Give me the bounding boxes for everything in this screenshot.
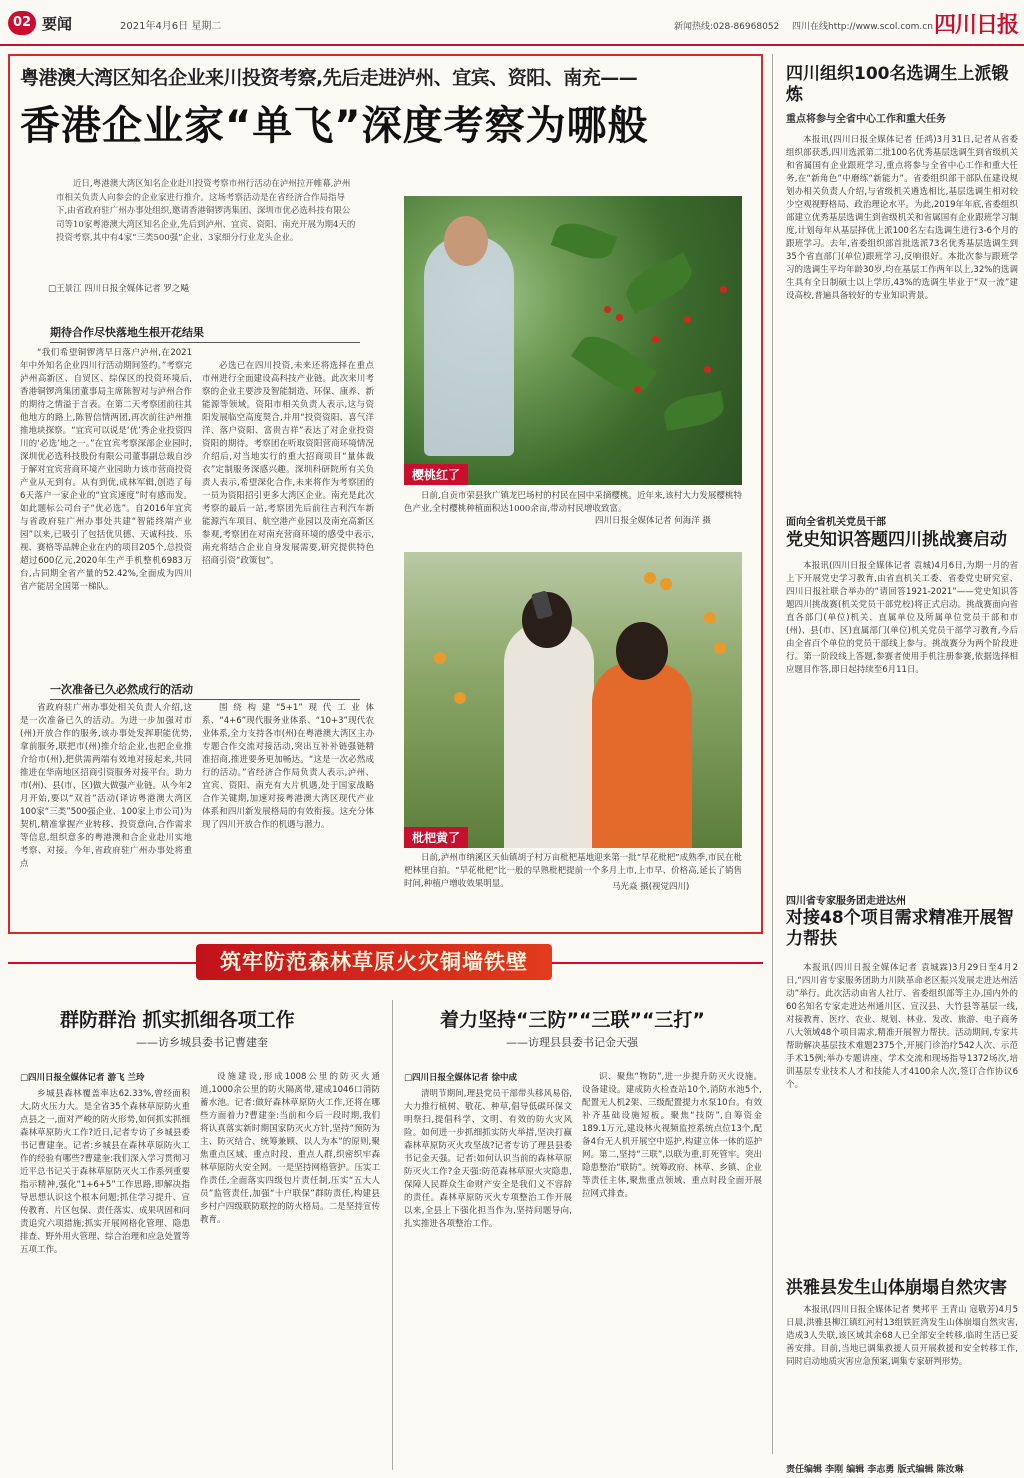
cherry-shape [704,366,711,373]
lead-column-3: 省政府驻广州办事处相关负责人介绍,这是一次准备已久的活动。为进一步加强对市(州)开放合作的服务,该办事处发挥职能优势,拿前服务,联把市(州)推介给企业,也把企业推介给市(州),把供需两端有效地对接起来,共同推进在华南地区招商引资服务对接平台。助力市(州)、县(市、区)做大做强产业链。从今年2月开始,要以“双首”活动(译访粤港澳大湾区100家“三类”500强企业、100家上市公司)为契机,精准掌握产业转移、投资意向,合作需求等信息,组织意多的粤港澳和合企业赴川实地考察、对接。今年,省政府驻广州办事处将重点 [20,703,192,869]
expert-service-body: 本报讯(四川日报全媒体记者 袁城霖)3月29日至4月2日,“四川省专家服务团助力川陕革命老区振兴发展走进达州活动”举行。此次活动由省人社厅、省委组织部等主办,国内外的60名知名专家走进达州通川区、宣汉县、大竹县等基层一线,对接教育、医疗、农业、规划、林业、发改、旅游、电子商务八大领域48个项目需求,精准开展智力帮扶。活动期间,专家共帮助解决基层技术难题2375个,开展门诊治疗542人次、示范手术15例;举办专题讲座、学术交流和现场指导1372场次,培训基层专业技术人才和技能人才4100余人次,签订合作协议6个。 [786,963,1018,1090]
lixian-interview-subtitle: ——访理县县委书记金天强 [506,1036,638,1049]
lixian-interview-title: 着力坚持“三防”“三联”“三打” [440,1009,705,1031]
lead-article-summary: 近日,粤港澳大湾区知名企业赴川投资考察市州行活动在泸州拉开帷幕,泸州市相关负责人向参会的企业家进行推介。这场考察活动是在省经济合作局指导下,由省政府驻广州办事处组织,邀请香港铜锣湾集团、深圳市优必选科技有限公司等10家粤港澳大湾区知名企业,先后到泸州、宜宾、资阳、南充开展为期4天的投资考察,其中有4家“三类500强”企业、3家细分行业龙头企业。 [56,179,356,243]
lead-article-byline: □王景江 四川日报全媒体记者 罗之飚 [48,284,189,294]
xiangcheng-interview-byline: □四川日报全媒体记者 游飞 兰玲 [20,1073,145,1083]
lead-article-kicker: 粤港澳大湾区知名企业来川投资考察,先后走进泸州、宜宾、资阳、南充—— [20,67,638,89]
leaf-shape [551,217,618,266]
loquat-shape [434,652,446,664]
leaf-shape [620,253,698,313]
loquat-shape [644,572,656,584]
column-divider [772,54,773,1454]
selection-trainees-title: 四川组织100名选调生上派锻炼 [786,64,1009,105]
party-history-body: 本报讯(四川日报全媒体记者 袁城)4月6日,为期一月的省上下开展党史学习教育,由省直机关工委、省委党史研究室、四川日报社联合举办的“请回答1921-2021”——党史知识答题四川挑战赛(机关党员干部党校)将正式启动。挑战赛面向省直各部门(单位)机关、直属单位及所属单位党员干部和市(州)、县(市、区)直属部门(单位)机关党员干部学习教育,今后由全省百个单位的党员干部线上参与。挑战赛分为两个阶段进行。第一阶段线上答题,参赛者使用手机注册参赛,依据选择相应题目作答,即日起持续至6月11日。 [786,561,1018,675]
xiangcheng-column-1: 乡城县森林覆盖率达62.33%,曾经面积大,防火压力大。是全省35个森林草原防火重点县之一,面对严峻的防火形势,如何抓实抓细森林草原防火工作?近日,记者专访了乡城县委书记曹建奎。记者:乡城县在森林草原防火工作的经验有哪些?曹建奎:我们深入学习贯彻习近平总书记关于森林草原防灭火工作系列重要指示精神,强化“1+6+5”工作思路,即解决指导思想认识这个根本问题;抓住学习提升、宣传教育、片区包保、责任落实、成果巩固和问责追究六项措施;抓实开展网格化管理、隐患排查、野外用火管理、综合治理和应急处置等五项工作。 [20,1089,190,1255]
landslide-body: 本报讯(四川日报全媒体记者 樊邦平 王青山 寇敬芳)4月5日晨,洪雅县柳江镇红河村13组铁匠湾发生山体崩塌自然灾害,造成3人失联,该区域其余68人已全部安全转移,临时生活已妥善安排。目前,当地已调集救援人员开展救援和安全转移工作,同时启动地质灾害应急预案,调集专家研判形势。 [786,1305,1018,1367]
photo-tag-loquat: 枇杷黄了 [404,827,468,848]
landslide-title: 洪雅县发生山体崩塌自然灾害 [786,1278,1007,1298]
lead-column-4: 围绕构建“5+1”现代工业体系、“4+6”现代服务业体系、“10+3”现代农业体系,全力支持各市(州)在粤港澳大湾区主办专题合作交流对接活动,突出互补补链强链精准招商,推进要务更加畅达。“这是一次必然成行的活动。”省经济合作局负责人表示,泸州、宜宾、资阳、南充有大片机遇,处于国家战略合作关键期,加速对接粤港澳大湾区现代产业体系和四川新发展格局的有效衔接。这充分体现了四川开放合作的机遇与潜力。 [202,703,374,830]
header-divider [0,44,1024,46]
editor-credits: 责任编辑 李刚 编辑 李志勇 版式编辑 陈汝琳 [786,1465,964,1475]
cherry-photo [404,196,742,485]
lixian-column-2: 识、聚焦“物防”,进一步提升防灭火设施。设备建设。建成防火检查站10个,消防水池5个,配置无人机2架、三级配置提力水泵10台。有效补齐基础设施短板。聚焦“技防”,自筹资金189.1万元,建设林火视频监控系统点位13个,配备4台无人机开展空中巡护,构建立体一体的巡护网。第二,坚持“三联”,以联为重,盯死管牢。突出隐患整治“联防”。统筹政府、林草、乡镇、企业等责任主体,聚焦重点领域、重点时段全面开展拉网式排查。 [582,1072,762,1199]
lead-column-1: “我们希望铜锣湾早日落户泸州,在2021年中外知名企业四川行活动期间签约。”考察完泸州高新区、自贸区、综保区的投资环境后,香港铜锣湾集团董事局主席陈智对与泸州合作的期待之情溢于言表。在第二天考察团前往其他地方的路上,陈智信情两团,再次前往泸州推推地块探察。“宜宾可以说是‘优’秀企业投资四川的‘必选’地之一。”在宜宾考察深部企业园时,深圳优必选科技股份有限公司董事副总裁自沙于解对宜宾营商环境产业园助力该市营商投资产业从无到有。从有到优,成林军辑,创造了每6天落户一家企业的“宜宾速度”时有感而发。如此题标公司台子“优必选”。自2016年宜宾与省政府驻广州办事处共建“智能终端产业园”以来,已吸引了包括优贝德、天诚科技、乐视、赛格等品牌企业在内的项目205个,总投资超过600亿元,2020年生产手机整机6983万台,占同期全省产量的52.42%,全面成为四川省产能居全国第一梯队。 [20,348,192,592]
woman-right-head [616,622,668,680]
photo-tag-cherry: 樱桃红了 [404,464,468,485]
lead-subhead-2: 一次准备已久必然成行的活动 [50,681,360,700]
xiangcheng-interview-subtitle: ——访乡城县委书记曹建奎 [136,1036,268,1049]
xiangcheng-column-2: 设施建设,形成1008公里的防灭火通道,1000余公里的防火隔离带,建成1046口消防蓄水池。记者:做好森林草原防火工作,还将在哪些方面着力?曹建奎:当前和今后一段时期,我们将认真落实新时期国家防灭火方针,坚持“预防为主、防灭结合、统筹兼顾、以人为本”的原则,聚焦重点区域、重点时段、重点人群,织密织牢森林草原防火安全网。一是坚持网格管护。压实工作责任,全面落实四级包片责任制,压实“五大人员”监管责任,加强“十户联保”群防责任,构建县乡村户四级联防联控的防火格局。二是坚持宣传教育。 [200,1072,380,1225]
newspaper-logo: 四川日报 [934,12,1019,38]
loquat-shape [454,692,466,704]
forest-fire-banner: 筑牢防范森林草原火灾铜墙铁壁 [196,944,552,980]
lixian-interview-byline: □四川日报全媒体记者 徐中成 [404,1073,517,1083]
cherry-photo-credit: 四川日报全媒体记者 何海洋 摄 [595,516,711,526]
cherry-shape [634,386,641,393]
section-name: 要闻 [42,15,73,33]
leaf-shape [662,391,726,431]
cherry-photo-caption: 日前,自贡市荣县狄广镇龙巴场村的村民在园中采摘樱桃。近年来,该村大力发展樱桃特色产业,全村樱桃种植面积达1000余亩,带动村民增收致富。 [404,491,742,514]
xiangcheng-interview-title: 群防群治 抓实抓细各项工作 [60,1009,295,1031]
loquat-photo-credit: 马光焱 摄(视觉四川) [612,882,690,892]
cherry-shape [604,306,611,313]
expert-service-title: 对接48个项目需求精准开展智力帮扶 [786,908,1014,949]
page-number-badge: 02 [8,11,36,35]
leaf-shape [571,326,657,401]
selection-trainees-body: 本报讯(四川日报全媒体记者 任鸿)3月31日,记者从省委组织部获悉,四川选派第二批100名优秀基层选调生到省级机关和省属国有企业跟班学习,重点将参与全省中心工作和重大任务,在“新角色”中磨练“新能力”。省委组织部干部队伍建设规划办相关负责人介绍,与省级机关遴选相比,基层选调生相对较少空观视野格局、政治理论水平。为此,2019年年底,省委组织部建立优秀基层选调生到省级机关和省属国有企业跟班学习制度,计划每年从基层择优上派100名左右选调生进行3-6个月的跟班学习。去年,省委组织部首批选派73名优秀基层选调生到35个省直部门(单位)跟班学习,反响很好。本批次参与跟班学习的选调生平均年龄30岁,均在基层工作两年以上,32%的选调生具有全日制硕士以上学历,43%的选调生毕业于“双一流”建设高校,普遍具备较好的专业知识背景。 [786,135,1018,301]
expert-service-kicker: 四川省专家服务团走进达州 [786,896,906,907]
interview-column-divider [392,1000,393,1470]
cherry-shape [684,316,691,323]
loquat-shape [704,612,716,624]
loquat-shape [714,642,726,654]
lead-subhead-1: 期待合作尽快落地生根开花结果 [50,324,360,343]
farmer-head [444,216,488,266]
lead-article-title: 香港企业家“单飞”深度考察为哪般 [20,103,649,149]
cherry-shape [616,314,623,321]
lixian-column-1: 清明节期间,理县党员干部带头移风易俗,大力推行植树、敬花、种草,倡导低碳环保文明祭扫,提倡科学、文明、有效的防火灾风险。如何进一步抓细抓实防火举措,坚决打赢森林草原防灭火攻坚战?记者专访了理县县委书记金天强。记者:如何认识当前的森林草原防灭火工作?金天强:防范森林草原火灾隐患,保障人民群众生命财产安全是我们义不容辞的责任。森林草原防灭火专项整治工作开展以来,全县上下强化担当作为,坚持问题导向,扎实推进各项整治工作。 [404,1089,572,1229]
woman-right-figure [592,662,692,848]
woman-left-figure [504,622,594,848]
loquat-photo-caption: 日前,泸州市纳溪区天仙镇胡子村万亩枇杷基地迎来第一批“早花枇杷”成熟季,市民在枇杷林里自拍。“早花枇杷”比一般的早熟枇杷提前一个多月上市,上市早、价格高,延长了销售时间,种植户增收效果明显。 [404,853,742,889]
cherry-shape [720,286,727,293]
party-history-title: 党史知识答题四川挑战赛启动 [786,530,1007,550]
website-link[interactable]: 四川在线http://www.scol.com.cn [792,22,933,32]
farmer-figure [424,236,514,456]
cherry-shape [652,336,659,343]
lead-column-2: 必选已在四川投资,未来还将选择在重点市州进行全面建设高科技产业链。此次来川考察的企业主要涉及智能制造、环保、康养、新能源等领域。资阳市相关负责人表示,这与资阳发展临空高度契合,并用“投资资阳、喜气洋洋、落户资阳、富贵吉祥”表达了对企业投资资阳的期待。考察团在听取资阳营商环境情况介绍后,对当地实行的重大招商项目“量体裁衣”定制服务深感兴趣。深圳科研院所有关负责人表示,希望深化合作,未来将作为考察团的一员为资阳招引更多大湾区企业。南充是此次考察的最后一站,考察团先后前往吉利汽车新能源汽车项目、航空港产业园以及南充高新区参观,考察团在对南充营商环境的感受中表示,南充将结合企业自身发展需要,研究提供特色招商引资“政策包”。 [202,361,374,566]
news-hotline: 新闻热线:028-86968052 [674,22,780,32]
loquat-shape [660,578,672,590]
selection-trainees-subtitle: 重点将参与全省中心工作和重大任务 [786,114,946,125]
issue-date: 2021年4月6日 星期二 [120,21,222,32]
loquat-photo [404,552,742,848]
party-history-kicker: 面向全省机关党员干部 [786,517,886,528]
